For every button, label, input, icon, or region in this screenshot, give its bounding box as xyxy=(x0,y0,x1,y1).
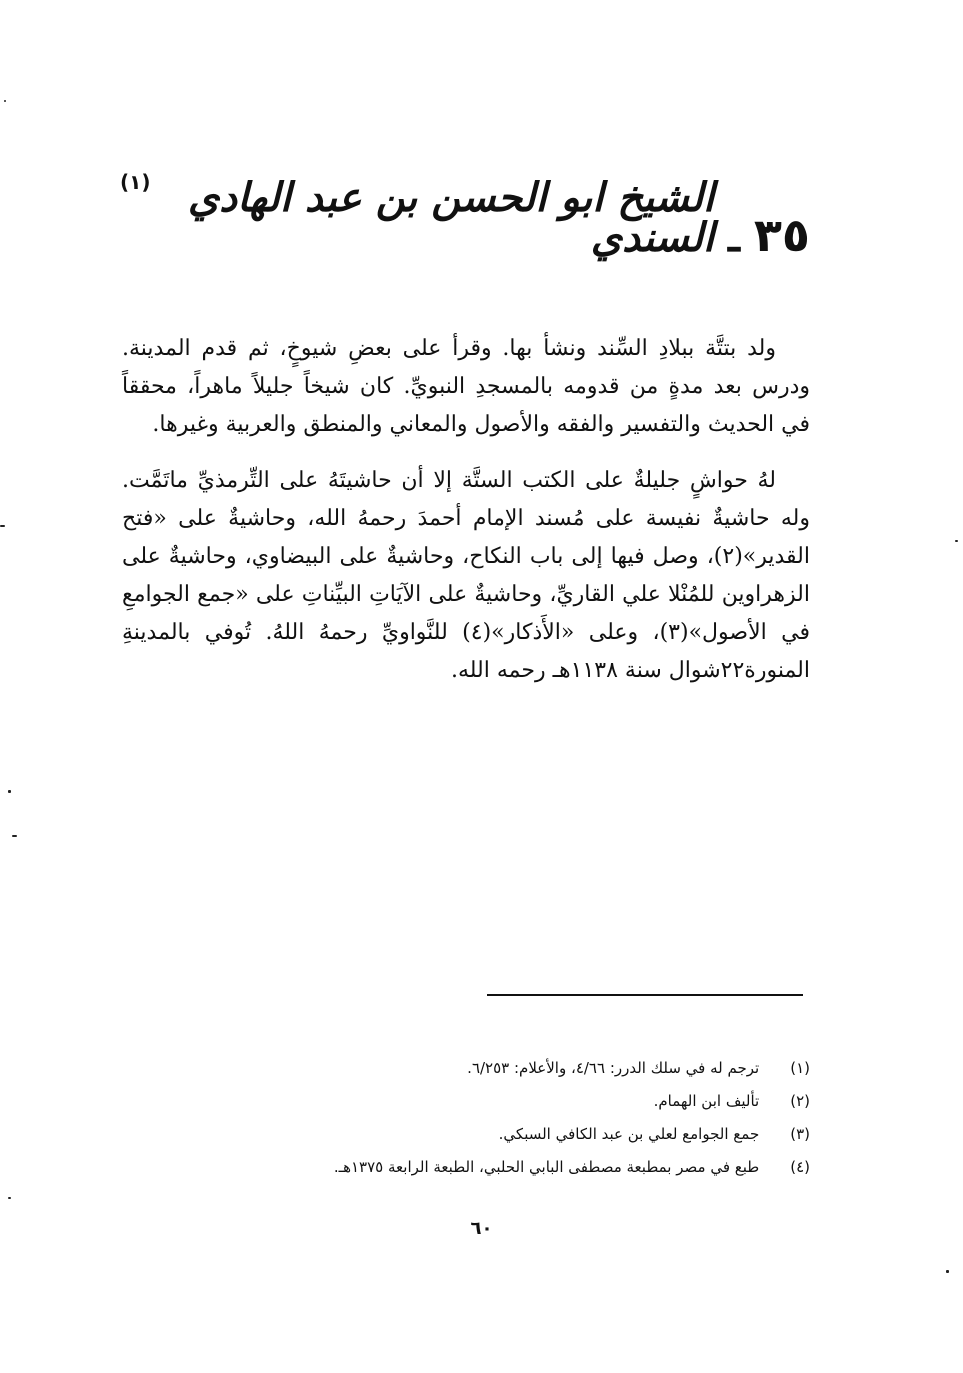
scan-speck xyxy=(0,525,5,527)
footnote-number: (١) xyxy=(790,1059,810,1077)
footnote-text: جمع الجوامع لعلي بن عبد الكافي السبكي. xyxy=(498,1125,760,1143)
page-number: ٦٠ xyxy=(470,1218,493,1239)
scan-speck xyxy=(4,100,6,102)
footnote-separator xyxy=(487,994,803,996)
footnotes xyxy=(200,1052,810,1184)
footnote-item xyxy=(200,1118,810,1151)
footnote-text: طبع في مصر بمطبعة مصطفى البابي الحلبي، الطبعة الرابعة ١٣٧٥هـ. xyxy=(333,1158,760,1176)
scan-speck xyxy=(8,790,11,793)
entry-number: ٣٥ xyxy=(753,208,810,262)
scan-speck xyxy=(955,540,958,542)
entry-title: الشيخ ابو الحسن بن عبد الهادي السندي xyxy=(187,174,715,261)
footnote-text: ترجم له في سلك الدرر: ٤/٦٦، والأعلام: ٦/٢٥٣. xyxy=(467,1059,760,1077)
entry-heading xyxy=(120,168,810,262)
scan-speck xyxy=(946,1270,949,1273)
paragraph-1: ولد بتتَّة ببلادِ السِّند ونشأ بها. وقرأ على بعضِ شيوخٍ، ثم قدم المدينة. ودرس بعد مدةٍ من قدومه بالمسجدِ النبويِّ. كان شيخاً جليلاً ماهراً، محققاً في الحديث والتفسير والفقه والأصول والمعاني والمنطق والعربية وغيرها. xyxy=(122,336,810,437)
entry-dash: ـ xyxy=(728,214,740,261)
paragraph-2: لهُ حواشٍ جليلةٌ على الكتب الستَّة إلا أن حاشيتَهُ على التِّرمذيِّ ماتَمَّت. وله حاشيةٌ نفيسة على مُسند الإمام أحمدَ رحمهُ الله، وحاشيةٌ على «فتح القدير»(٢)، وصل فيها إلى باب النكاح، وحاشيةٌ على البيضاوي، وحاشيةٌ على الزهراوين للمُنْلا علي القاريِّ، وحاشيةٌ على الآيَاتِ البيِّناتِ على «جمع الجوامعِ في الأصول»(٣)، وعلى «الأَذكار»(٤) للنَّواويِّ رحمهُ اللهُ. تُوفي بالمدينةِ المنورة٢٢شوال سنة ١١٣٨هـ رحمه الله. xyxy=(122,468,810,683)
footnote-number: (٣) xyxy=(790,1125,810,1143)
footnote-item xyxy=(200,1085,810,1118)
footnote-number: (٢) xyxy=(790,1092,810,1110)
body-text xyxy=(122,330,810,690)
title-footnote-ref: (١) xyxy=(120,170,151,194)
footnote-text: تأليف ابن الهمام. xyxy=(653,1092,760,1110)
footnote-number: (٤) xyxy=(790,1158,810,1176)
footnote-item xyxy=(200,1052,810,1085)
scan-speck xyxy=(8,1197,11,1199)
scan-speck xyxy=(12,835,17,837)
footnote-item xyxy=(200,1151,810,1184)
